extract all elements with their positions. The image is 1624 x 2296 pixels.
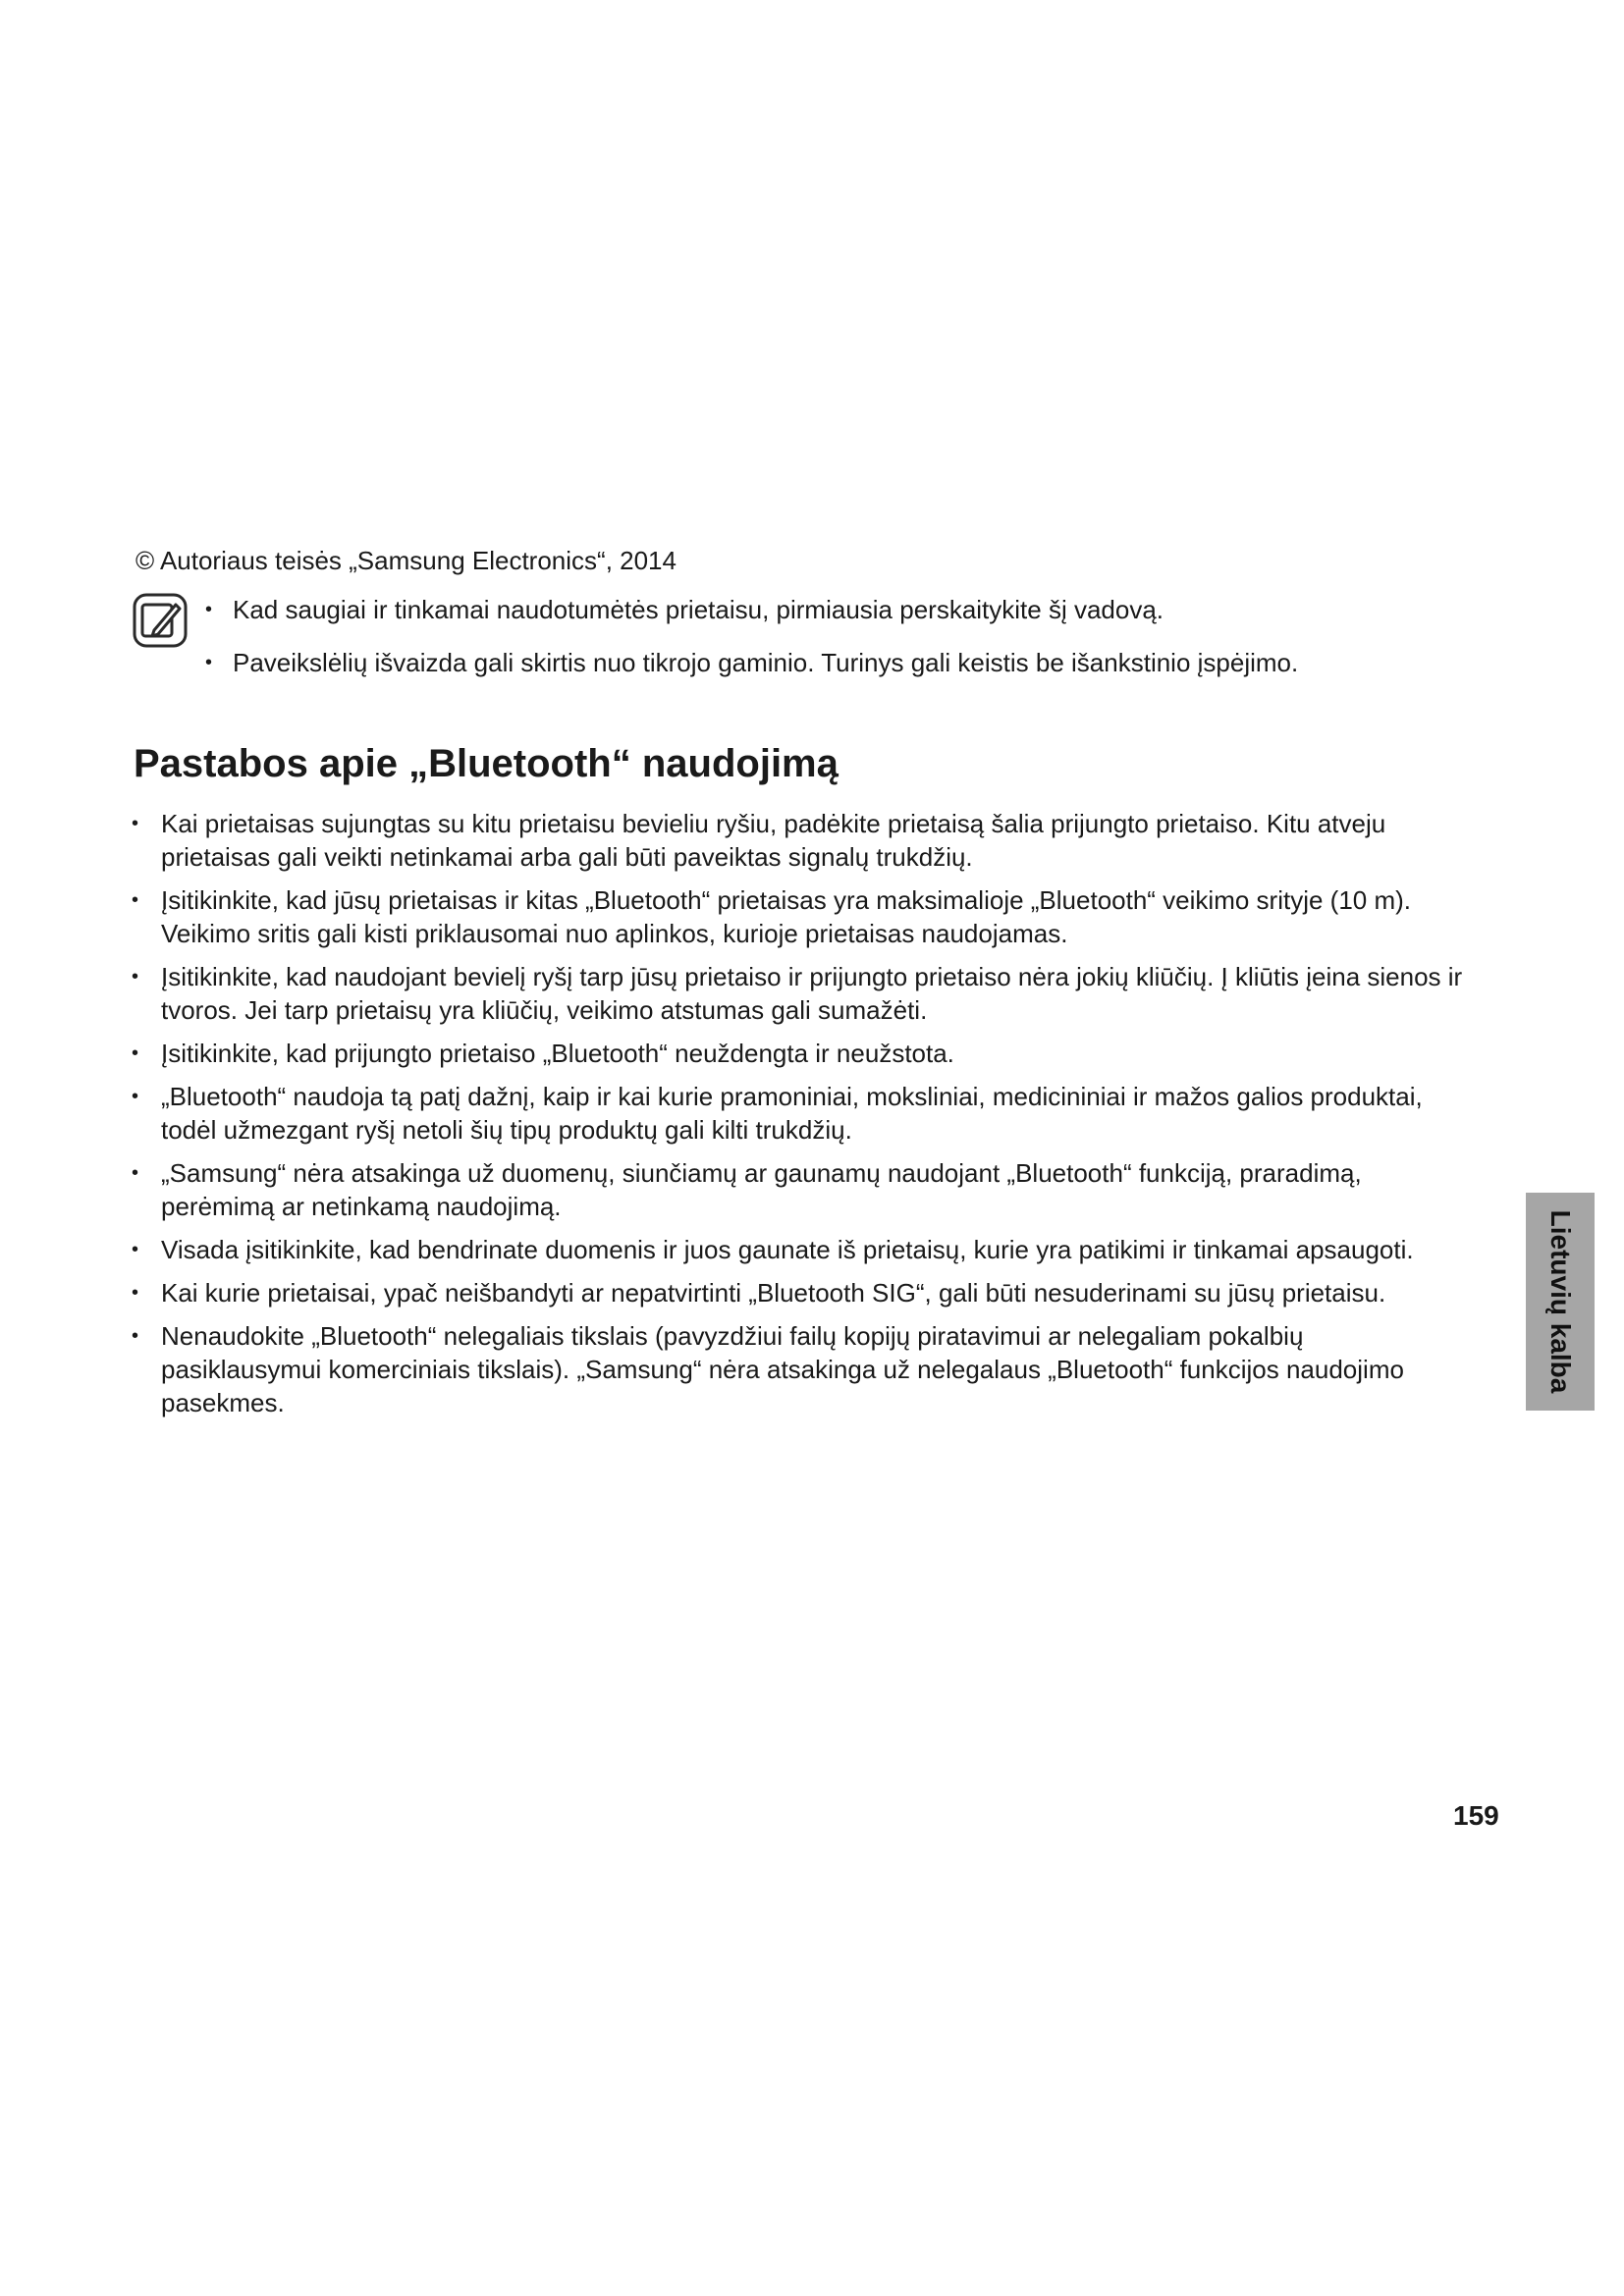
section-title: Pastabos apie „Bluetooth“ naudojimą — [134, 742, 839, 785]
list-item: • Kai kurie prietaisai, ypač neišbandyti ar nepatvirtinti „Bluetooth SIG“, gali būti nesuderinami su jūsų prietaisu. — [132, 1276, 1506, 1309]
language-side-tab — [1526, 1193, 1595, 1411]
note-item: • Kad saugiai ir tinkamai naudotumėtės prietaisu, pirmiausia perskaitykite šį vadovą. — [205, 593, 1403, 626]
list-item: • „Samsung“ nėra atsakinga už duomenų, siunčiamų ar gaunamų naudojant „Bluetooth“ funkciją, praradimą, perėmimą ar netinkamą naudojimą. — [132, 1156, 1506, 1223]
page-number: 159 — [1453, 1800, 1499, 1831]
list-item: • „Bluetooth“ naudoja tą patį dažnį, kaip ir kai kurie pramoniniai, moksliniai, medicininiai ir mažos galios produktai, todėl užmezgant ryšį netoli šių tipų produktų gali kilti trukdžių. — [132, 1080, 1506, 1147]
note-item: • Paveikslėlių išvaizda gali skirtis nuo tikrojo gaminio. Turinys gali keistis be išankstinio įspėjimo. — [205, 646, 1403, 679]
note-list — [205, 593, 1403, 699]
list-item: • Visada įsitikinkite, kad bendrinate duomenis ir juos gaunate iš prietaisų, kurie yra patikimi ir tinkamai apsaugoti. — [132, 1233, 1506, 1266]
list-item: • Įsitikinkite, kad naudojant bevielį ryšį tarp jūsų prietaiso ir prijungto prietaiso nėra jokių kliūčių. Į kliūtis įeina sienos ir tvoros. Jei tarp prietaisų yra kliūčių, veikimo atstumas gali sumažėti. — [132, 960, 1506, 1027]
list-item: • Įsitikinkite, kad prijungto prietaiso „Bluetooth“ neuždengta ir neužstota. — [132, 1037, 1506, 1070]
list-item: • Įsitikinkite, kad jūsų prietaisas ir kitas „Bluetooth“ prietaisas yra maksimalioje „Bluetooth“ veikimo srityje (10 m). Veikimo sritis gali kisti priklausomai nuo aplinkos, kurioje prietaisas naudojamas. — [132, 883, 1506, 950]
list-item: • Nenaudokite „Bluetooth“ nelegaliais tikslais (pavyzdžiui failų kopijų piratavimui ar nelegaliam pokalbių pasiklausymui komerciniais tikslais). „Samsung“ nėra atsakinga už nelegalaus „Bluetooth“ funkcijos naudojimo pasekmes. — [132, 1319, 1506, 1419]
copyright-notice: © Autoriaus teisės „Samsung Electronics“, 2014 — [135, 546, 677, 575]
bluetooth-notes-list — [132, 807, 1506, 1429]
language-tab-label: Lietuvių kalba — [1545, 1209, 1576, 1394]
note-pencil-icon — [133, 593, 188, 648]
list-item: • Kai prietaisas sujungtas su kitu prietaisu bevieliu ryšiu, padėkite prietaisą šalia prijungto prietaiso. Kitu atveju prietaisas gali veikti netinkamai arba gali būti paveiktas signalų trukdžių. — [132, 807, 1506, 874]
